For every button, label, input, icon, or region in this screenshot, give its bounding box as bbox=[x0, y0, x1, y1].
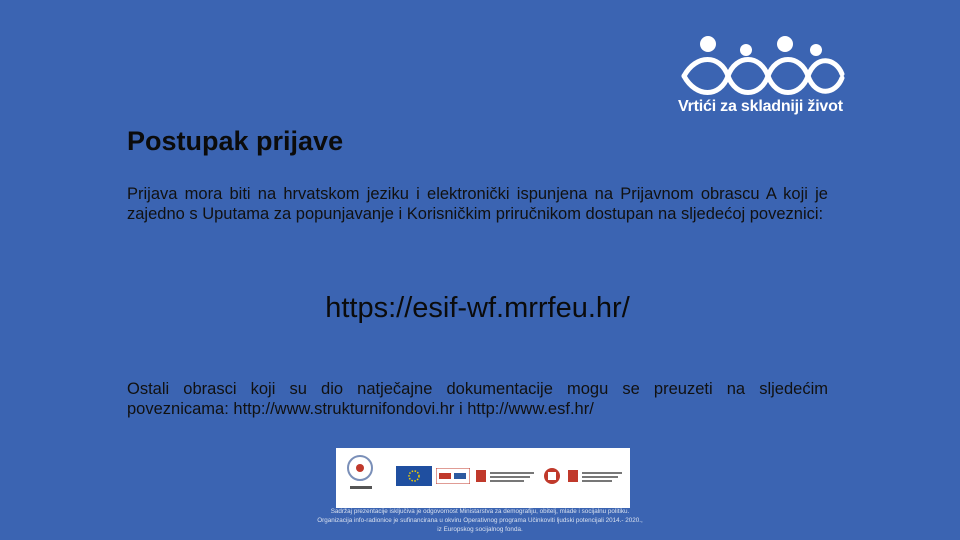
footer-line: Organizacija info-radionice je sufinancirana u okviru Operativnog programa Učinkoviti ljudski potencijali 2014.- 2020., bbox=[317, 516, 643, 524]
footer-disclaimer bbox=[270, 508, 690, 534]
esi-funds-logo-icon bbox=[436, 468, 470, 484]
paragraph-intro: Prijava mora biti na hrvatskom jeziku i elektronički ispunjena na Prijavnom obrascu A koji je zajedno s Uputama za popunjavanje i Korisničkim priručnikom dostupan na sljedećoj poveznici: bbox=[127, 185, 828, 223]
page-title: Postupak prijave bbox=[127, 126, 344, 156]
paragraph-links: Ostali obrasci koji su dio natječajne dokumentacije mogu se preuzeti na sljedećim poveznicama: http://www.strukturnifondovi.hr i http://www.esf.hr/ bbox=[127, 380, 828, 418]
ministry-logo-icon bbox=[340, 450, 382, 496]
main-link[interactable]: https://esif-wf.mrrfeu.hr/ bbox=[325, 292, 630, 324]
ministry-coat-icon bbox=[476, 466, 536, 486]
eu-flag-icon bbox=[396, 466, 432, 486]
government-logo-icon bbox=[568, 466, 624, 486]
logo-text: Vrtići za skladniji život bbox=[678, 98, 843, 115]
footer-line: iz Europskog socijalnog fonda. bbox=[437, 525, 523, 533]
office-logo-icon bbox=[541, 466, 563, 486]
funding-logos-band bbox=[336, 448, 630, 508]
footer-line: Sadržaj prezentacije isključiva je odgovornost Ministarstva za demografiju, obitelj, mlade i socijalnu politiku. bbox=[330, 508, 630, 515]
